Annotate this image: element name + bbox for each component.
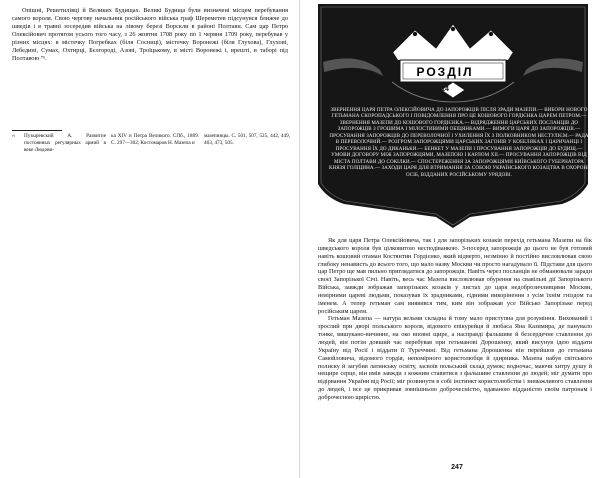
chapter-summary: ЗВЕРНЕННЯ ЦАРЯ ПЕТРА ОЛЕКСІЙОВИЧА ДО ЗАПОРОЖЦІВ ПІСЛЯ ЗРАДИ МАЗЕПИ.— ВИБОРИ НОВОГО ГЕТЬМАНА СКОРОПАДСЬКОГО І ПОВІДОМЛЕННЯ ПРО ЦЕ КОШОВОГО ГОРДІЄНКА ЦАРЕМ ПЕТРОМ.— ЗВЕРНЕННЯ МАЗЕПИ ДО КОШОВОГО ГОРДІЄНКА.— ВІДРЯДЖЕННЯ ЦАРСЬКИХ ПОСЛАНЦІВ ДО ЗАПОРОЖЦІВ З ГРОШИМА І МІЛОСТИВИМИ ОБІЦЯНКАМИ.— ВИМОГИ ЦАРЯ ДО ЗАПОРОЖЦІВ.— ПРОСУВАННЯ ЗАПОРОЖЦІВ ДО ПЕРЕВОЛОЧНОЇ І УХИЛЕННЯ ЇХ З ПОЛКОВНИКОМ НЕСТУЛІЄМ.— РАДА В ПЕРЕВОЛОЧНІЙ.— РОЗГРОМ ЗАПОРОЖЦЯМИ ЦАРСЬКИХ ЗАГОНІВ У КОБЕЛЯКАХ І ЦАРИЧАНЦІ І ПРОСУВАННЯ ЇХ ДО ДИКАНЬКИ.— БЕНКЕТ У МАЗЕПИ І ПРОСУВАННЯ ЗАПОРОЖЦІВ ДО БУДИЩ.— УМОВИ ДОГОВОРУ МІЖ ЗАПОРОЖЦЯМИ, МАЗЕПОЮ І КАРЛОМ XII.— ПРОСУВАННЯ ЗАПОРОЖЦІВ ВІД МІСТА ПОЛТАВИ ДО СОКІЛКИ.— СПОСТЕРЕЖЕННЯ ЗА ЗАПОРОЖЦЯМИ КИЇВСЬКОГО ГУБЕРНАТОРА КНЯЗЯ ГОЛІЦИНА.— ЗАХОДИ ЦАРЯ ДЛЯ ВТРИМАННЯ ЗА СОБОЮ УКРАЇНСЬКОГО КОЗАЦТВА В ОХОРОНІ ОСІБ, ВІДДАНИХ РОСІЙСЬКОМУ УРЯДОВІ.	[329, 107, 589, 178]
left-body-text: Опішні, Решетилівці й Великих Будищах. Великі Будища були визначені місцем перебування самого короля. Свою чергову начальник російського війська граф Шереметев підсунувся ближче до шведів і в травні зосередив війська на лівому березі Ворскли в районі Полтави. Сам цар Петро Олексійович протягом усього того часу, з 26 жовтня 1708 року по 1 червня 1709 року, перебував у різних місцях: в містечку Погребках (біля Сосниці), містечку Воронежі (біля Глухова), Глухові, Лебедині, Сумах, Охтирці, Бєлгороді, Азові, Троїцькому, в місті Воронежі і, врешті, в таборі під Полтавою ⁷⁵.	[12, 7, 288, 63]
paragraph: Гетьман Мазепа — натура вельми складна й тому мало приступна для розуміння. Вихований і зрослий при дворі польського короля, відомого епікурейця й любаса Яна Казимира, де панувало тонке, вишукано-вичинне, на око вповні щире, а насправді фальшиве й безсердечне ставлення до людей, він потім довший час перебував при гетьманові Дорошенку, який висунув ідею віддати Україну від Росії і віддати її Туреччині. Від гетьмана Дорошенка він перейшов до гетьмана Самойловича, відомого гордія, непомірного користолюбця й здирника. Мазепа набув світського полиску й загубив латинську освіту, засвоїв польський склад думок; водночас, маючи хитру душу й нещире серце, він вмів завжди з кожним ставитися з фальшиве ставлення до людей; міг думати про відірвання України від Росії; міг розвинути в собі інстинкт користолюбства і зневажливого ставлення до людей, і все це прикривав зовнішньою доброчесністю, вдаваною відданістю своїм патронам і доброчесною щирістю.	[318, 315, 592, 401]
footnote-column-2: ка XIV и Петра Великого. СПб., 1889. С. 297—302; Костомаров Н. Мазепа и	[111, 133, 199, 147]
page-number: 247	[451, 464, 463, 471]
chapter-number: 14	[441, 86, 449, 93]
book-gutter	[299, 0, 300, 478]
footnote-column-3: мазепинцы. С. 501, 507, 525, 442, 449, 463, 473, 505.	[204, 133, 290, 147]
footnote-number: ⁷⁵	[12, 134, 16, 139]
left-page	[0, 0, 296, 478]
right-body-text	[318, 237, 592, 402]
paragraph: Як для царя Петра Олексійовича, так і для запорізьких козаків перехід гетьмана Мазепи на бік шведського короля був цілковитою несподіванкою. З-посеред запорожців до цього не був готовий навіть кошовий отаман Костянтин Гордієнко, який відверто, незмінно й постійно висловлював свою глибоку ненависть до всього того, що мало назву Москви чи просто нагадувало її. Підстави для цього цар Петро ще мав пильно приглядатися до запорожців. Навіть через посланців не обманювали заради своєї Запорізької Січі. Навіть, весь час Мазепа висловлював обурення на свавільні дії Запорізького Війська, завжди зображав запорізьких козаків у листах до царя недоброзичливцями Москви, невірними цареві людьми, показував їх зрадниками, гідними викорінення з усім їхнім гніздом та іменем. А тепер гетьман сам виявився тим, ким він зображав усе Військо Запорізьке перед російським царем.	[318, 237, 592, 315]
right-page	[304, 0, 600, 478]
chapter-label: РОЗДІЛ	[416, 65, 474, 79]
footnote-rule	[12, 130, 62, 131]
footnote-column-1: Пузыревский А. Развитие постоянных регулярных армий в веке Людови-	[24, 133, 106, 154]
